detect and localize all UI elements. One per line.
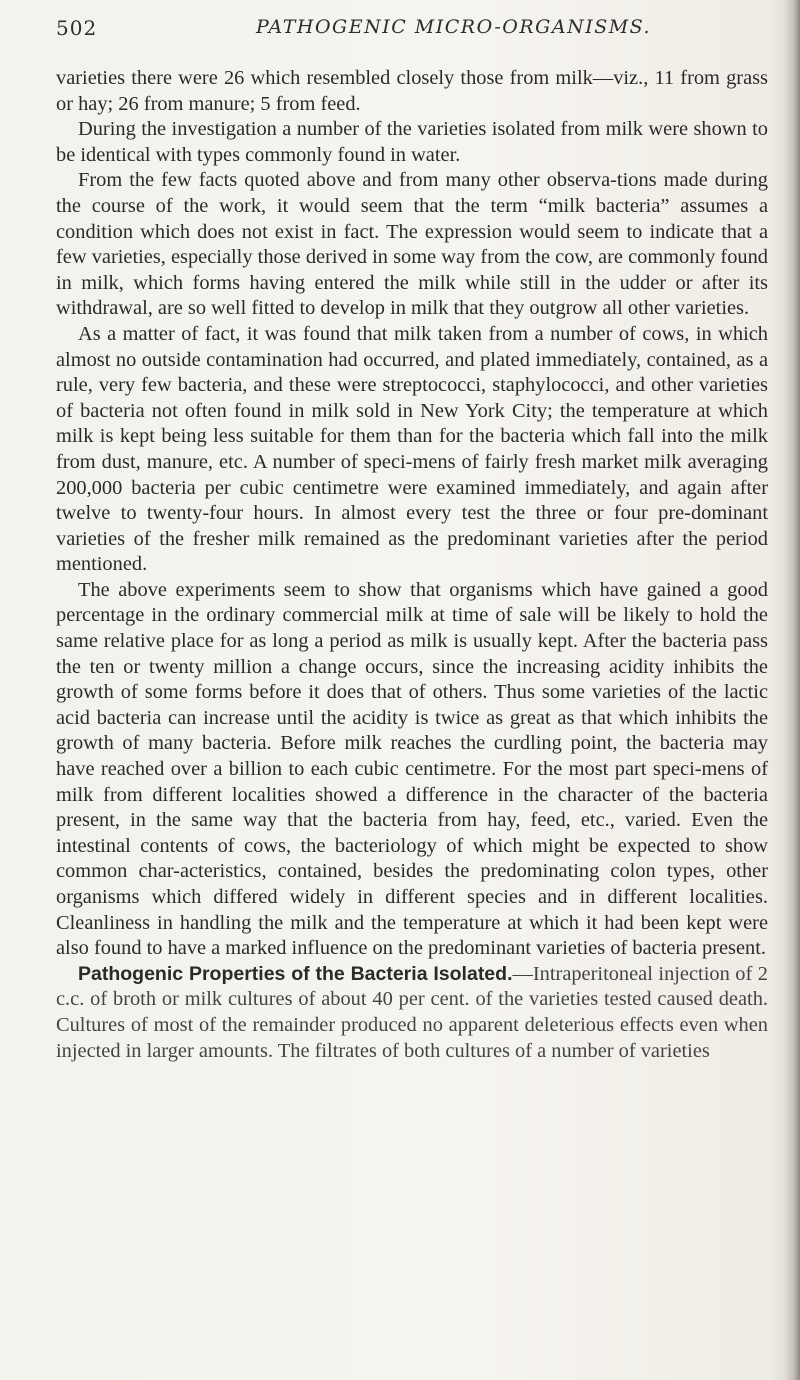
paragraph-3: From the few facts quoted above and from many other observa-tions made during the course of the work, it would seem that the term “milk bacteria” assumes a condition which does not exist in fact. The expression would seem to indicate that a few varieties, especially those derived in some way from the cow, are commonly found in milk, which forms having entered the milk while still in the udder or after its withdrawal, are so well fitted to develop in milk that they outgrow all other varieties. [56,169,768,320]
section-text: —Intraperitoneal injection of 2 c.c. of broth or milk cultures of about 40 per cent. of the varieties tested caused death. Cultures of most of the remainder produced no apparent deleterious effects even when injected in larger amounts. The filtrates of both cultures of a number of varieties [56,962,768,1062]
section-heading: Pathogenic Properties of the Bacteria Isolated. [78,962,513,985]
paragraph-5: The above experiments seem to show that organisms which have gained a good percentage in the ordinary commercial milk at time of sale will be likely to hold the same relative place for as long a period as milk is usually kept. After the bacteria pass the ten or twenty million a change occurs, since the increasing acidity inhibits the growth of some forms before it does that of others. Thus some varieties of the lactic acid bacteria can increase until the acidity is twice as great as that which inhibits the growth of many bacteria. Before milk reaches the curdling point, the bacteria may have reached over a billion to each cubic centimetre. For the most part speci-mens of milk from different localities showed a difference in the character of the bacteria present, in the same way that the bacteria from hay, feed, etc., varied. Even the intestinal contents of cows, the bacteriology of which might be expected to show common char-acteristics, contained, besides the predominating colon types, other organisms which differed widely in different species and in different localities. Cleanliness in handling the milk and the temperature at which it had been kept were also found to have a marked influence on the predominant varieties of bacteria present. [56,578,768,960]
body-text [56,66,768,1064]
page-edge-shadow [784,0,800,1380]
paragraph-4: As a matter of fact, it was found that milk taken from a number of cows, in which almost no outside contamination had occurred, and plated immediately, contained, as a rule, very few bacteria, and these were streptococci, staphylococci, and other varieties of bacteria not often found in milk sold in New York City; the temperature at which milk is kept being less suitable for them than for the bacteria which fall into the milk from dust, manure, etc. A number of speci-mens of fairly fresh market milk averaging 200,000 bacteria per cubic centimetre were examined immediately, and again after twelve to twenty-four hours. In almost every test the three or four pre-dominant varieties of the fresher milk remained as the predominant varieties after the period mentioned. [56,322,768,576]
paragraph-1: varieties there were 26 which resembled closely those from milk—viz., 11 from grass or hay; 26 from manure; 5 from feed. [56,67,768,115]
paragraph-2: During the investigation a number of the varieties isolated from milk were shown to be identical with types commonly found in water. [56,118,768,166]
page-number: 502 [56,16,98,40]
section-paragraph [56,962,768,1064]
page-header [56,16,756,56]
running-head: PATHOGENIC MICRO-ORGANISMS. [256,16,652,38]
